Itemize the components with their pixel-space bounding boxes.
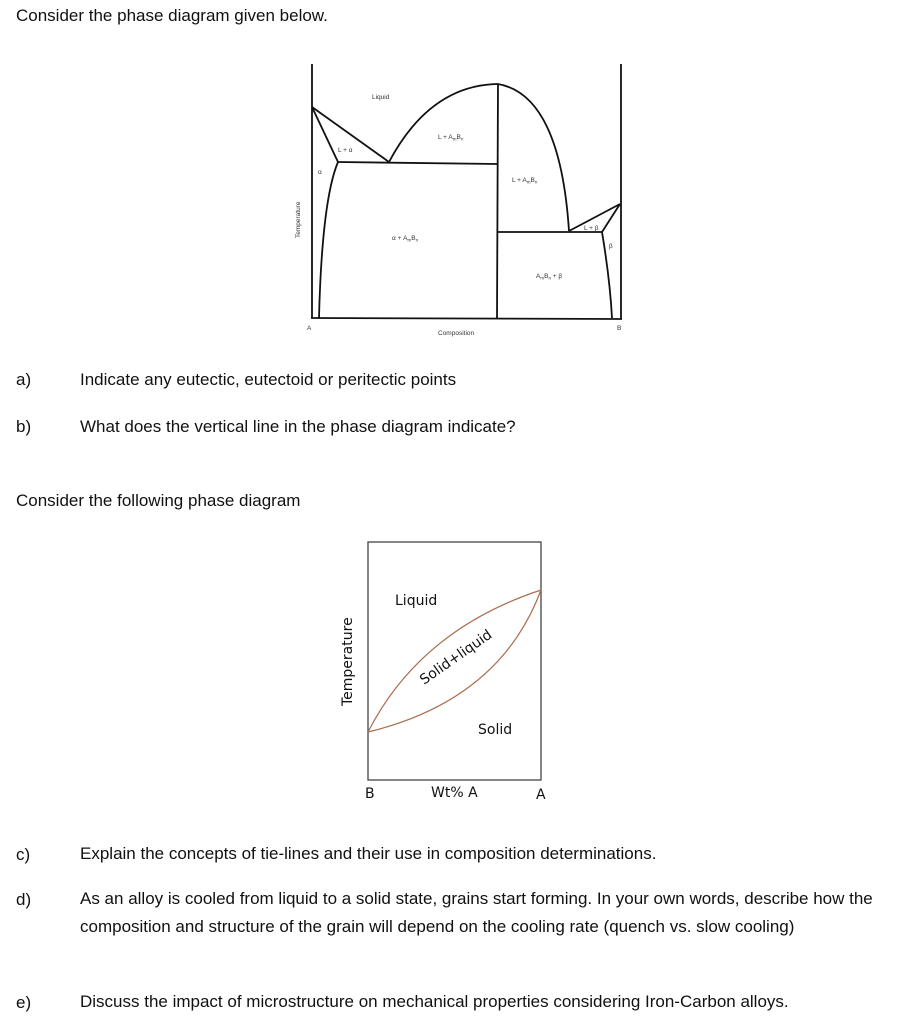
question-label-b: b) — [16, 417, 32, 436]
question-label-d: d) — [16, 890, 32, 909]
question-text-c: Explain the concepts of tie-lines and their use in composition determinations. — [80, 844, 657, 863]
component-a-label-2: A — [536, 787, 546, 803]
diagram-1-lines — [311, 64, 622, 319]
component-a-label: A — [307, 325, 312, 332]
region-beta: β — [609, 243, 613, 250]
intro-text-2: Consider the following phase diagram — [16, 491, 301, 510]
intro-text-1: Consider the phase diagram given below. — [16, 6, 328, 25]
region-liquid: Liquid — [372, 94, 390, 101]
question-text-a: Indicate any eutectic, eutectoid or peritectic points — [80, 370, 457, 389]
region-two-phase: Solid+liquid — [417, 626, 496, 689]
question-text-d: As an alloy is cooled from liquid to a solid state, grains start forming. In your own words, describe how the composition and structure of the grain will depend on the cooling rate (quench vs. slow cooling) — [80, 889, 873, 936]
y-axis-label-1: Temperature — [295, 201, 302, 238]
y-axis-label-2: Temperature — [340, 617, 356, 706]
region-liquid-2: Liquid — [395, 593, 438, 609]
region-l-alpha: L + α — [338, 147, 353, 154]
region-alpha: α — [318, 169, 322, 176]
question-text-b: What does the vertical line in the phase diagram indicate? — [80, 417, 516, 436]
region-alpha-compound: $\alpha + A_mB_n$ — [392, 235, 419, 243]
region-l-beta: L + β — [584, 225, 599, 232]
region-solid: Solid — [478, 722, 513, 738]
question-label-a: a) — [16, 370, 32, 389]
question-text-e: Discuss the impact of microstructure on mechanical properties considering Iron-Carbon alloys. — [80, 992, 789, 1011]
question-label-e: e) — [16, 993, 32, 1012]
question-label-c: c) — [16, 845, 31, 864]
diagram-2-frame — [368, 542, 541, 780]
region-l-compound-left: $L + A_mB_n$ — [438, 134, 464, 142]
x-axis-label-2: Wt% A — [431, 785, 478, 801]
component-b-label-2: B — [365, 786, 375, 802]
diagram-2-curves — [368, 590, 541, 732]
region-compound-beta: $A_mB_n + \beta$ — [536, 273, 563, 281]
x-axis-label-1: Composition — [438, 330, 475, 337]
component-b-label: B — [617, 325, 622, 332]
region-l-compound-right: $L + A_mB_n$ — [512, 177, 538, 185]
